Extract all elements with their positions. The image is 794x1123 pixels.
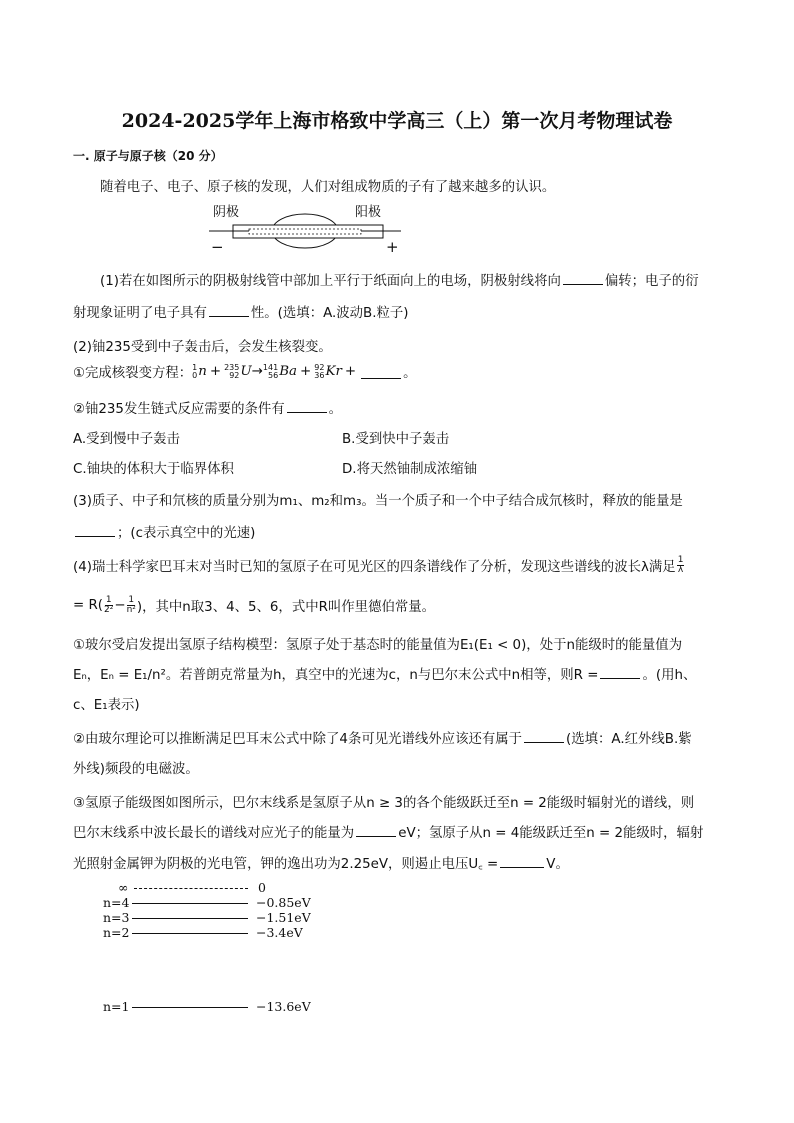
energy-level-line-2: [73, 822, 703, 841]
krypton-symbol: Kr: [325, 364, 342, 379]
page-title: 2024-2025学年上海市格致中学高三（上）第一次月考物理试卷: [121, 110, 673, 132]
frac1-den: λ: [677, 565, 684, 575]
fission-label: ①完成核裂变方程：: [73, 366, 193, 381]
stopping-voltage-blank[interactable]: [500, 854, 544, 868]
frac3-num: 1: [128, 595, 135, 605]
neutron-nums: [192, 364, 197, 380]
balmer-formula-start: = R(: [73, 598, 104, 613]
level-inf-line: [134, 888, 248, 889]
level-inf-label: ∞: [118, 880, 129, 895]
energy-text-b: 巴尔末线系中波长最长的谱线对应光子的能量为: [73, 826, 355, 841]
chain-end: 。: [328, 402, 343, 417]
balmer-frac-2: [127, 596, 136, 615]
q1-blank-2[interactable]: [209, 303, 249, 317]
neutron-charge: 0: [192, 370, 198, 380]
level-1-energy: −13.6eV: [256, 999, 311, 1014]
frac1-num: 1: [677, 555, 684, 565]
section-heading: 一. 原子与原子核（20 分）: [73, 149, 223, 163]
energy-level-line-3: [73, 853, 569, 872]
bohr-text-b-end: 。(用h、: [642, 668, 697, 683]
question-2-stem: (2)铀235受到中子轰击后，会发生核裂变。: [73, 340, 332, 355]
level-2-energy: −3.4eV: [256, 925, 303, 940]
level-4-line: [132, 903, 248, 904]
frac2-num: 1: [105, 595, 112, 605]
fission-equation-line: [73, 362, 416, 381]
plus-3: +: [344, 364, 357, 379]
q1-text-c: 射现象证明了电子具有: [73, 306, 207, 321]
bohr-model-line-3: c、E₁表示): [73, 698, 140, 713]
chain-blank[interactable]: [287, 399, 327, 413]
fission-end: 。: [403, 366, 417, 381]
question-3-line-2: [73, 522, 255, 541]
q1-blank-1[interactable]: [563, 271, 603, 285]
cathode-label: 阴极: [213, 205, 240, 220]
question-4-line-1: [73, 556, 685, 575]
uranium-symbol: U: [240, 364, 252, 379]
spectrum-text-a-end: (选填：A.红外线B.紫: [566, 732, 692, 747]
plus-sign: +: [386, 238, 399, 256]
neutron-symbol: n: [198, 364, 207, 379]
krypton-charge: 36: [314, 370, 325, 380]
option-d[interactable]: D.将天然铀制成浓缩铀: [342, 462, 478, 477]
level-4-energy: −0.85eV: [256, 895, 311, 910]
neutron-mass: 1: [192, 362, 198, 372]
balmer-minus: −: [114, 598, 126, 613]
anode-label: 阳极: [355, 205, 382, 220]
q3-text-b: ；(c表示真空中的光速): [117, 526, 256, 541]
intro-text: 随着电子、电子、原子核的发现，人们对组成物质的子有了越来越多的认识。: [100, 180, 556, 195]
bohr-model-line-2: [73, 664, 696, 683]
level-inf-energy: 0: [258, 880, 266, 895]
option-b[interactable]: B.受到快中子轰击: [342, 432, 450, 447]
level-3-line: [132, 918, 248, 919]
bohr-text-b: Eₙ，Eₙ = E₁/n²。若普朗克常量为h，真空中的光速为c，n与巴尔末公式中n相等，则R =: [73, 668, 599, 683]
q1-text-a: (1)若在如图所示的阴极射线管中部加上平行于纸面向上的电场，阴极射线将向: [100, 274, 561, 289]
rydberg-blank[interactable]: [600, 665, 640, 679]
spectrum-line-2: 外线)频段的电磁波。: [73, 762, 199, 777]
plus-1: +: [209, 364, 222, 379]
energy-level-line-1: ③氢原子能级图如图所示，巴尔末线系是氢原子从n ≥ 3的各个能级跃迁至n = 2能级时辐射光的谱线，则: [73, 796, 695, 811]
krypton-mass: 92: [314, 362, 325, 372]
chain-text: ②铀235发生链式反应需要的条件有: [73, 402, 285, 417]
question-4-line-2: [73, 596, 435, 615]
barium-mass: 141: [262, 362, 279, 372]
question-1-line-1: [100, 270, 699, 289]
energy-text-c: 光照射金属钾为阴极的光电管，钾的逸出功为2.25eV，则遏止电压U꜀ =: [73, 857, 499, 872]
question-3-line-1: (3)质子、中子和氘核的质量分别为m₁、m₂和m₃。当一个质子和一个中子结合成氘核时，释放的能量是: [73, 494, 683, 509]
barium-symbol: Ba: [279, 364, 298, 379]
uranium-charge: 92: [229, 370, 240, 380]
cathode-ray-tube-diagram: [205, 200, 405, 258]
plus-2: +: [300, 364, 312, 379]
frac2-den: 2²: [104, 605, 114, 615]
spectrum-blank[interactable]: [524, 729, 564, 743]
uranium-nums: [224, 364, 239, 380]
balmer-formula-end: )，其中n取3、4、5、6，式中R叫作里德伯常量。: [136, 600, 436, 615]
level-1-line: [132, 1007, 248, 1008]
level-2-line: [132, 933, 248, 934]
krypton-nums: [314, 364, 324, 380]
bohr-model-line-1: ①玻尔受启发提出氢原子结构模型：氢原子处于基态时的能量值为E₁(E₁ < 0)，处于n能级时的能量值为: [73, 638, 683, 653]
inverse-lambda-fraction: [677, 556, 685, 575]
level-4-label: n=4: [103, 895, 130, 910]
reaction-arrow: →: [251, 364, 263, 379]
level-3-label: n=3: [103, 910, 130, 925]
photon-energy-blank[interactable]: [356, 823, 396, 837]
q4-text-a: (4)瑞士科学家巴耳末对当时已知的氢原子在可见光区的四条谱线作了分析，发现这些谱线的波长λ满足: [73, 560, 676, 575]
level-2-label: n=2: [103, 925, 130, 940]
q1-text-d: 性。(选填：A.波动B.粒子): [250, 306, 409, 321]
minus-sign: −: [211, 238, 224, 256]
level-3-energy: −1.51eV: [256, 910, 311, 925]
q3-blank[interactable]: [75, 523, 115, 537]
question-1-line-2: [73, 302, 409, 321]
option-c[interactable]: C.铀块的体积大于临界体积: [73, 462, 234, 477]
chain-reaction-line: [73, 398, 342, 417]
barium-nums: [263, 364, 278, 380]
frac3-den: n²: [126, 605, 136, 615]
option-a[interactable]: A.受到慢中子轰击: [73, 432, 180, 447]
spectrum-text-a: ②由玻尔理论可以推断满足巴耳末公式中除了4条可见光谱线外应该还有属于: [73, 732, 523, 747]
barium-charge: 56: [268, 370, 279, 380]
uranium-mass: 235: [224, 362, 240, 372]
energy-text-c-end: V。: [546, 857, 569, 872]
spectrum-line-1: [73, 728, 692, 747]
balmer-frac-1: [104, 596, 113, 615]
energy-text-b-end: eV；氢原子从n = 4能级跃迁至n = 2能级时，辐射: [398, 826, 704, 841]
fission-blank[interactable]: [361, 365, 401, 379]
energy-level-diagram: [100, 878, 330, 1018]
q1-text-b: 偏转；电子的衍: [604, 274, 699, 289]
level-1-label: n=1: [103, 999, 130, 1014]
